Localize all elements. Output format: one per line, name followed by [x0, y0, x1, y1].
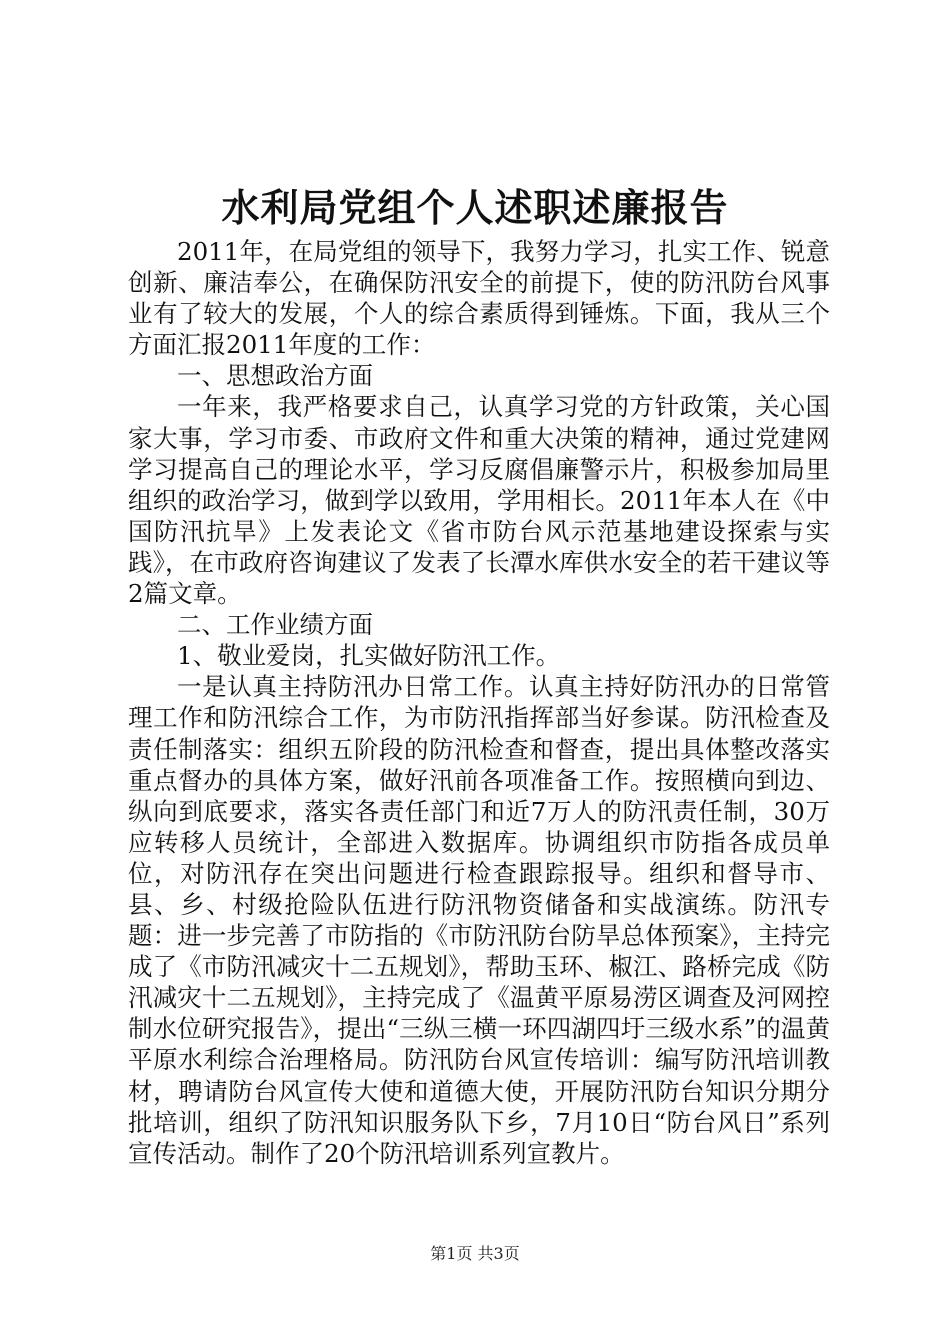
page-footer: 第1页 共3页: [430, 1244, 520, 1263]
section-heading-political: 一、思想政治方面: [177, 361, 373, 391]
section-heading-performance: 二、工作业绩方面: [177, 610, 373, 640]
subsection-heading-flood-work: 1、敬业爱岗，扎实做好防汛工作。: [177, 641, 561, 671]
document-title: 水利局党组个人述职述廉报告: [221, 185, 729, 230]
paragraph-intro: 2011年，在局党组的领导下，我努力学习，扎实工作、锐意创新、廉洁奉公，在确保防汛安全的前提下，使的防汛防台风事业有了较大的发展，个人的综合素质得到锤炼。下面，我从三个方面汇报2011年度的工作：: [128, 237, 830, 360]
paragraph-political: 一年来，我严格要求自己，认真学习党的方针政策，关心国家大事，学习市委、市政府文件和重大决策的精神，通过党建网学习提高自己的理论水平，学习反腐倡廉警示片，积极参加局里组织的政治学习，做到学以致用，学用相长。2011年本人在《中国防汛抗旱》上发表论文《省市防台风示范基地建设探索与实践》，在市政府咨询建议了发表了长潭水库供水安全的若干建议等2篇文章。: [128, 392, 830, 609]
document-body: [128, 236, 830, 1169]
paragraph-flood-work: 一是认真主持防汛办日常工作。认真主持好防汛办的日常管理工作和防汛综合工作，为市防汛指挥部当好参谋。防汛检查及责任制落实：组织五阶段的防汛检查和督查，提出具体整改落实重点督办的具体方案，做好汛前各项准备工作。按照横向到边、纵向到底要求，落实各责任部门和近7万人的防汛责任制，30万应转移人员统计，全部进入数据库。协调组织市防指各成员单位，对防汛存在突出问题进行检查跟踪报导。组织和督导市、县、乡、村级抢险队伍进行防汛物资储备和实战演练。防汛专题：进一步完善了市防指的《市防汛防台防旱总体预案》，主持完成了《市防汛减灾十二五规划》，帮助玉环、椒江、路桥完成《防汛减灾十二五规划》，主持完成了《温黄平原易涝区调查及河网控制水位研究报告》，提出“三纵三横一环四湖四圩三级水系”的温黄平原水利综合治理格局。防汛防台风宣传培训：编写防汛培训教材，聘请防台风宣传大使和道德大使，开展防汛防台知识分期分批培训，组织了防汛知识服务队下乡，7月10日“防台风日”系列宣传活动。制作了20个防汛培训系列宣教片。: [128, 672, 830, 1168]
